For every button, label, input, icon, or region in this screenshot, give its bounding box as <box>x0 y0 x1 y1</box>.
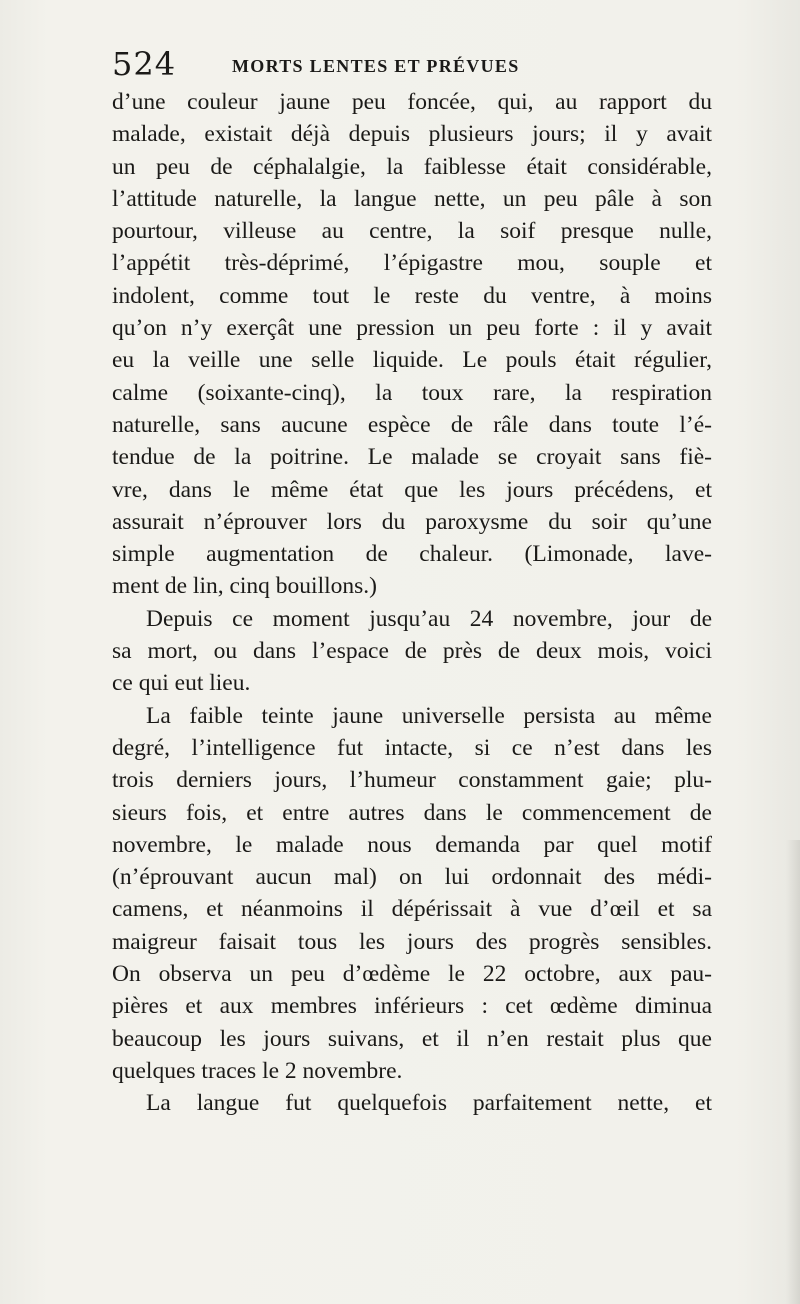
text-line: sa mort, ou dans l’espace de près de deux mois, voici <box>112 638 712 665</box>
text-line: vre, dans le même état que les jours précédens, et <box>112 476 712 503</box>
text-line: camens, et néanmoins il dépérissait à vue d’œil et sa <box>112 896 712 923</box>
page-edge-shadow <box>786 840 800 1304</box>
text-line: La langue fut quelquefois parfaitement nette, et <box>146 1090 712 1117</box>
text-line: simple augmentation de chaleur. (Limonade, lave- <box>112 541 712 568</box>
text-line: degré, l’intelligence fut intacte, si ce n’est dans les <box>112 734 712 761</box>
text-line: d’une couleur jaune peu foncée, qui, au rapport du <box>112 89 712 115</box>
text-line: l’appétit très-déprimé, l’épigastre mou, souple et <box>112 250 712 277</box>
text-line: malade, existait déjà depuis plusieurs jours; il y avait <box>112 121 712 148</box>
text-line: pourtour, villeuse au centre, la soif presque nulle, <box>112 218 712 245</box>
text-line: ment de lin, cinq bouillons.) <box>112 573 377 600</box>
text-line: ce qui eut lieu. <box>112 670 251 697</box>
text-line: eu la veille une selle liquide. Le pouls était régulier, <box>112 347 712 374</box>
text-line: sieurs fois, et entre autres dans le commencement de <box>112 799 712 826</box>
text-line: (n’éprouvant aucun mal) on lui ordonnait des médi- <box>112 864 712 891</box>
text-line: maigreur faisait tous les jours des progrès sensibles. <box>112 928 712 955</box>
text-line: un peu de céphalalgie, la faiblesse était considérable, <box>112 153 712 180</box>
body-text <box>112 86 712 1120</box>
text-line: Depuis ce moment jusqu’au 24 novembre, jour de <box>146 605 712 632</box>
text-line: l’attitude naturelle, la langue nette, un peu pâle à son <box>112 185 712 212</box>
text-line: assurait n’éprouver lors du paroxysme du soir qu’une <box>112 508 712 535</box>
text-line: La faible teinte jaune universelle persista au même <box>146 702 712 729</box>
text-line: On observa un peu d’œdème le 22 octobre, aux pau- <box>112 961 712 988</box>
text-line: quelques traces le 2 novembre. <box>112 1057 403 1084</box>
text-line: pières et aux membres inférieurs : cet œdème diminua <box>112 993 712 1020</box>
text-line: naturelle, sans aucune espèce de râle dans toute l’é- <box>112 411 712 438</box>
text-line: calme (soixante-cinq), la toux rare, la respiration <box>112 379 712 406</box>
text-line: trois derniers jours, l’humeur constamment gaie; plu- <box>112 767 712 794</box>
text-line: novembre, le malade nous demanda par quel motif <box>112 831 712 858</box>
running-title: MORTS LENTES ET PRÉVUES <box>232 56 520 76</box>
text-line: indolent, comme tout le reste du ventre, à moins <box>112 282 712 309</box>
text-line: qu’on n’y exerçât une pression un peu forte : il y avait <box>112 315 712 342</box>
page-header <box>112 44 712 84</box>
text-line: tendue de la poitrine. Le malade se croyait sans fiè- <box>112 444 712 471</box>
page-number: 524 <box>112 45 177 83</box>
text-line: beaucoup les jours suivans, et il n’en restait plus que <box>112 1025 712 1052</box>
